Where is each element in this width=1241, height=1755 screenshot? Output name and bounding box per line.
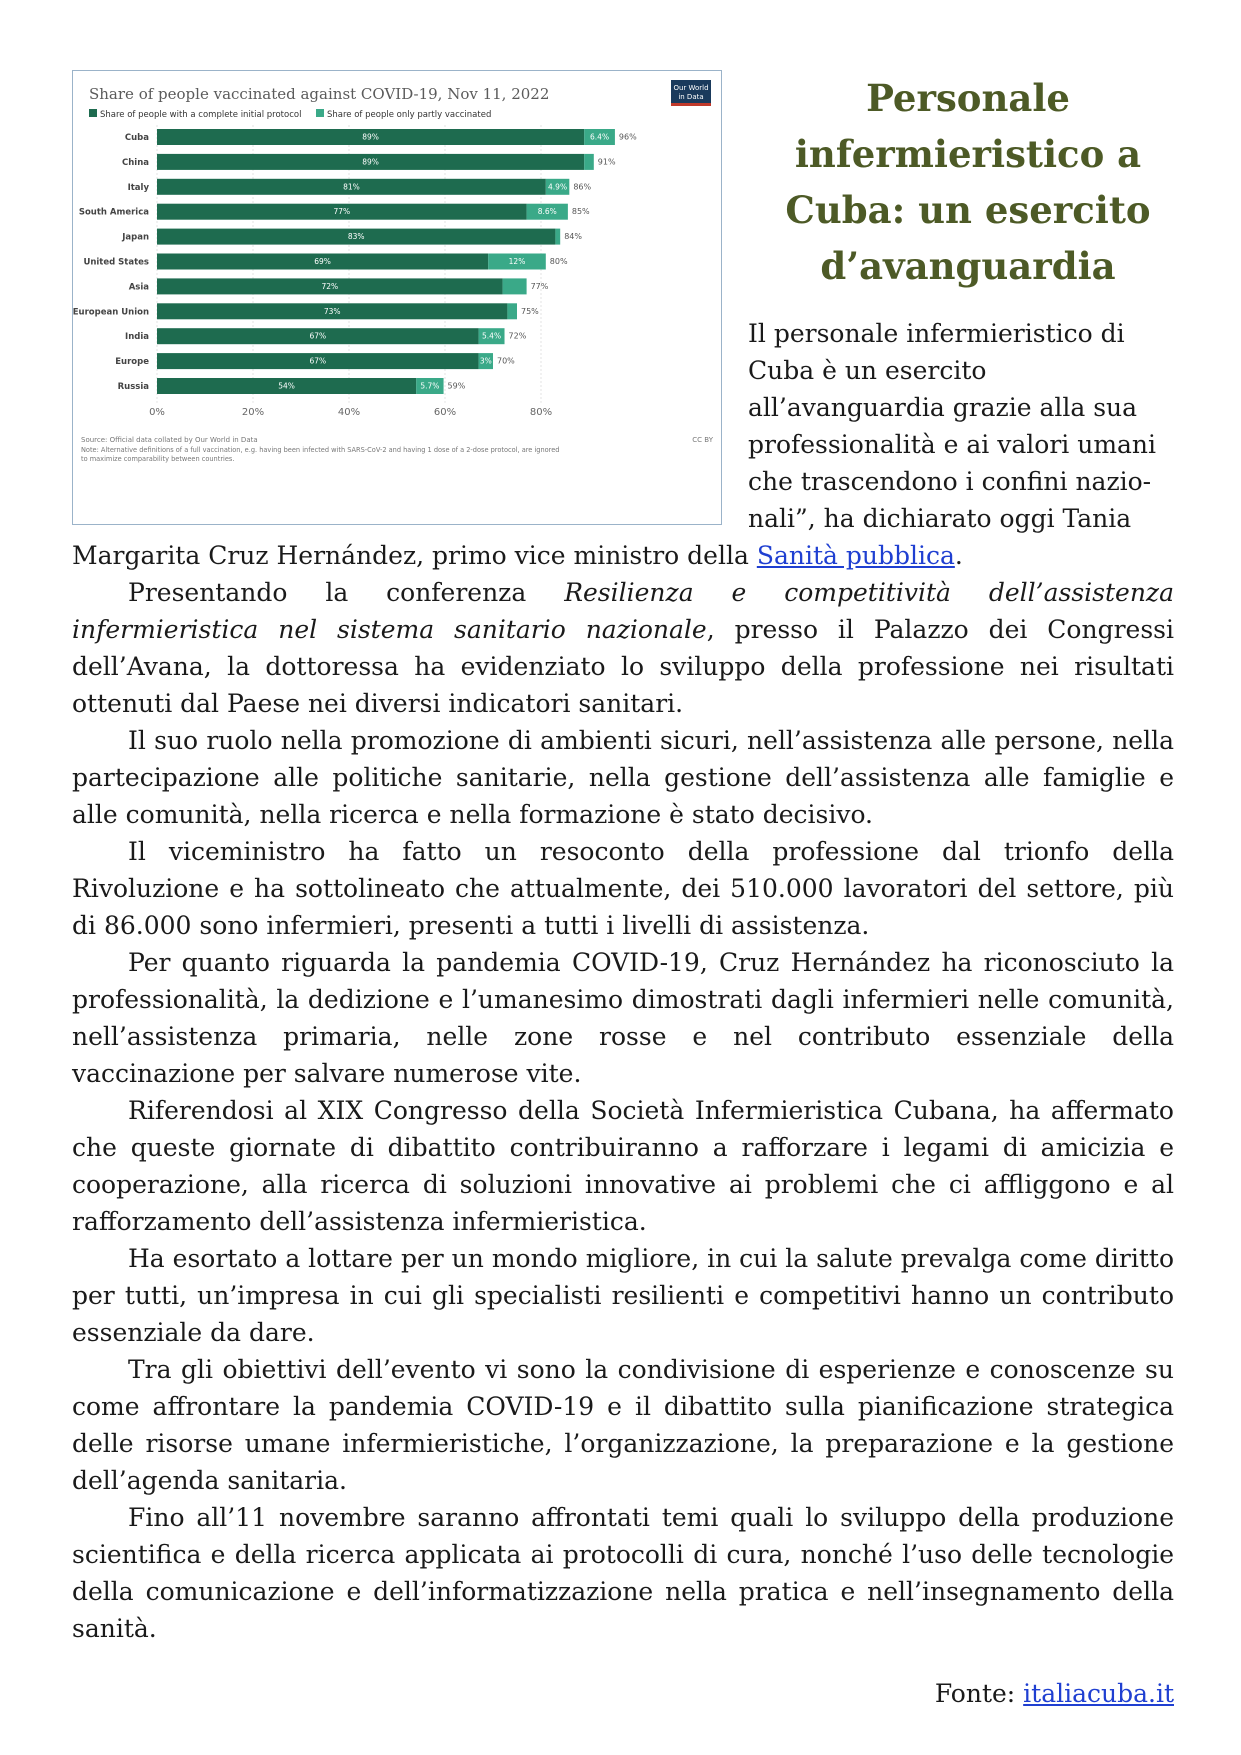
bar-complete-label: 67% xyxy=(309,356,327,366)
x-tick-label: 20% xyxy=(241,406,265,418)
bar-total-label: 84% xyxy=(564,232,582,242)
legend-label-complete: Share of people with a complete initial protocol xyxy=(100,110,302,120)
intro-line-6: nali”, ha dichiarato oggi Tania xyxy=(748,504,1132,533)
bar-complete-label: 67% xyxy=(309,331,327,341)
bar-partial xyxy=(503,278,527,294)
paragraph-3: Il viceministro ha fatto un resoconto della professione dal trionfo della Rivoluzione e ha sottolineato che attualmente, dei 510.000 lavoratori del settore, più di 86.000 sono infermieri, presenti a tutti i livelli di assistenza. xyxy=(72,837,1174,940)
bar-partial-label: 4.9% xyxy=(548,182,568,192)
intro-line-2: Cuba è un esercito xyxy=(748,356,987,385)
bar-complete-label: 83% xyxy=(347,232,365,242)
bar-complete-label: 73% xyxy=(323,306,341,316)
chart-note-line2: to maximize comparability between countries. xyxy=(81,455,235,463)
intro-line-3: all’avanguardia grazie alla sua xyxy=(748,393,1138,422)
bar-total-label: 86% xyxy=(573,182,592,192)
intro-continuation xyxy=(72,537,1174,574)
paragraph-1 xyxy=(72,574,1174,722)
bar-total-label: 72% xyxy=(508,331,527,341)
x-tick-label: 0% xyxy=(149,406,165,418)
bar-complete-label: 77% xyxy=(333,207,351,217)
bar-total-label: 59% xyxy=(447,381,466,391)
bar-partial-label: 8.6% xyxy=(537,207,557,217)
intro-line-1: Il personale infermieristico di xyxy=(748,319,1125,348)
bar-partial-label: 3% xyxy=(479,356,492,366)
bar-partial xyxy=(584,154,594,170)
article-body xyxy=(72,574,1174,1647)
bar-complete-label: 89% xyxy=(362,132,379,142)
paragraph-2: Il suo ruolo nella promozione di ambienti sicuri, nell’assistenza alle persone, nella partecipazione alle politiche sanitarie, nella gestione dell’assistenza alle famiglie e alle comunità, nella ricerca e nella formazione è stato decisivo. xyxy=(72,726,1174,829)
headline-line-2: infermieristico a xyxy=(794,132,1142,176)
bar-partial xyxy=(555,229,560,245)
article-source xyxy=(935,1675,1174,1712)
category-label: Asia xyxy=(128,282,149,293)
owid-logo-line2: in Data xyxy=(678,93,704,101)
bar-total-label: 75% xyxy=(521,306,539,316)
bar-total-label: 77% xyxy=(530,281,549,291)
category-label: European Union xyxy=(73,307,149,318)
owid-logo-stripe xyxy=(671,103,711,106)
category-label: India xyxy=(125,332,149,343)
bar-total-label: 85% xyxy=(571,207,590,217)
paragraph-6: Ha esortato a lottare per un mondo migliore, in cui la salute prevalga come diritto per tutti, un’impresa in cui gli specialisti resilienti e competitivi hanno un contributo essenziale da dare. xyxy=(72,1244,1174,1347)
intro-column xyxy=(748,315,1174,537)
bar-total-label: 91% xyxy=(597,157,616,167)
headline-line-1: Personale xyxy=(866,76,1070,120)
category-label: Russia xyxy=(117,382,149,392)
bar-total-label: 80% xyxy=(549,257,568,266)
bar-complete-label: 89% xyxy=(362,157,379,167)
legend-swatch-complete xyxy=(89,109,97,117)
intro-line-4: professionalità e ai valori umani xyxy=(748,430,1157,459)
chart-title: Share of people vaccinated against COVID-19, Nov 11, 2022 xyxy=(89,85,550,103)
category-label: Italy xyxy=(127,182,149,193)
category-label: Europe xyxy=(115,357,149,368)
sanita-pubblica-link[interactable]: Sanità pubblica xyxy=(756,541,955,570)
x-tick-label: 60% xyxy=(433,406,457,418)
bar-partial xyxy=(507,303,517,319)
chart-license: CC BY xyxy=(692,436,713,444)
bar-complete-label: 72% xyxy=(321,281,339,291)
bar-total-label: 70% xyxy=(497,356,515,366)
bar-partial-label: 12% xyxy=(508,257,526,266)
bar-partial-label: 5.7% xyxy=(420,381,440,391)
headline-line-4: d’avanguardia xyxy=(820,244,1116,288)
conference-title: Resilienza e competitività dell’assistenza infermieristica nel sistema sanitario nazionale xyxy=(72,578,1174,644)
category-label: United States xyxy=(83,257,149,268)
intro-line-5: che trascendono i confini nazio- xyxy=(748,467,1152,496)
p1-end: , presso il Palazzo dei Congressi dell’Avana, la dottoressa ha evidenziato lo sviluppo della professione nei risultati ottenuti dal Paese nei diversi indicatori sanitari. xyxy=(72,615,1174,718)
chart-source: Source: Official data collated by Our World in Data xyxy=(81,436,258,444)
vaccination-chart xyxy=(72,70,722,525)
article-headline xyxy=(768,70,1168,294)
chart-svg xyxy=(73,71,723,526)
source-link[interactable]: italiacuba.it xyxy=(1023,1679,1174,1708)
bar-complete-label: 81% xyxy=(343,182,360,192)
paragraph-4: Per quanto riguarda la pandemia COVID-19, Cruz Hernández ha riconosciuto la professionalità, la dedizione e l’umanesimo dimostrati dagli infermieri nelle comunità, nell’assistenza primaria, nelle zone rosse e nel contributo essenziale della vaccinazione per salvare numerose vite. xyxy=(72,948,1174,1088)
intro-cont-end: . xyxy=(954,541,963,570)
source-label: Fonte: xyxy=(934,1679,1024,1708)
x-tick-label: 40% xyxy=(337,406,361,418)
category-label: Cuba xyxy=(124,133,149,143)
category-label: South America xyxy=(78,207,149,218)
x-tick-label: 80% xyxy=(529,406,553,418)
headline-line-3: Cuba: un esercito xyxy=(785,188,1151,232)
bar-complete-label: 69% xyxy=(314,257,331,266)
legend-label-partial: Share of people only partly vaccinated xyxy=(327,110,492,120)
owid-logo-line1: Our World xyxy=(673,84,709,92)
owid-logo xyxy=(671,80,711,106)
bar-total-label: 96% xyxy=(618,132,637,142)
paragraph-8: Fino all’11 novembre saranno affrontati temi quali lo sviluppo della produzione scientifica e della ricerca applicata ai protocolli di cura, nonché l’uso delle tecnologie della comunicazione e dell’informatizzazione nella pratica e nell’insegnamento della sanità. xyxy=(72,1503,1174,1643)
p1-start: Presentando la conferenza xyxy=(128,578,565,607)
bar-partial-label: 5.4% xyxy=(482,331,502,341)
bar-complete-label: 54% xyxy=(278,381,295,391)
chart-note-line1: Note: Alternative definitions of a full vaccination, e.g. having been infected with SARS-CoV-2 and having 1 dose of a 2-dose protocol, are ignored xyxy=(81,446,560,454)
category-label: China xyxy=(122,157,149,168)
paragraph-7: Tra gli obiettivi dell’evento vi sono la condivisione di esperienze e conoscenze su come affrontare la pandemia COVID-19 e il dibattito sulla pianificazione strategica delle risorse umane infermieristiche, l’organizzazione, la preparazione e la gestione dell’agenda sanitaria. xyxy=(72,1355,1174,1495)
legend-swatch-partial xyxy=(316,109,324,117)
chart-bars xyxy=(73,129,637,394)
intro-cont-text: Margarita Cruz Hernández, primo vice ministro della xyxy=(72,541,757,570)
category-label: Japan xyxy=(122,232,149,243)
bar-partial-label: 6.4% xyxy=(590,132,610,142)
paragraph-5: Riferendosi al XIX Congresso della Società Infermieristica Cubana, ha affermato che queste giornate di dibattito contribuiranno a rafforzare i legami di amicizia e cooperazione, alla ricerca di soluzioni innovative ai problemi che ci affliggono e al rafforzamento dell’assistenza infermieristica. xyxy=(72,1096,1174,1236)
